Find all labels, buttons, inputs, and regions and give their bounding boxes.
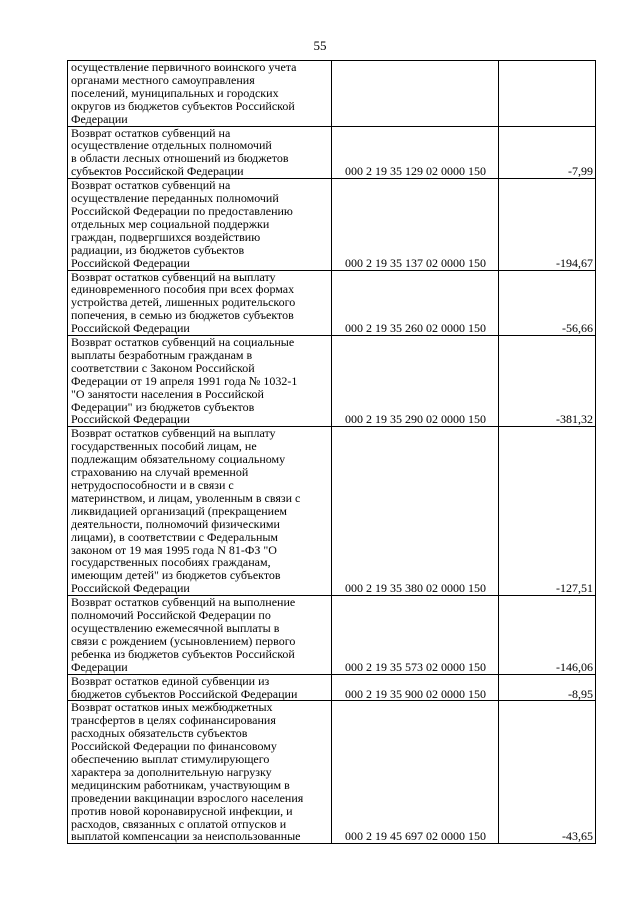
- description-line: округов из бюджетов субъектов Российской: [71, 98, 295, 113]
- row-description: [68, 427, 332, 596]
- budget-code: 000 2 19 45 697 02 0000 150: [332, 701, 499, 844]
- description-line: поселений, муниципальных и городских: [71, 85, 279, 100]
- amount: -194,67: [499, 179, 596, 270]
- description-line: осуществление отдельных полномочий: [71, 138, 272, 153]
- description-line: Российской Федерации по предоставлению: [71, 203, 293, 218]
- budget-code: 000 2 19 35 290 02 0000 150: [332, 336, 499, 427]
- budget-code: 000 2 19 35 573 02 0000 150: [332, 596, 499, 674]
- amount: -381,32: [499, 336, 596, 427]
- description-line: бюджетов субъектов Российской Федерации: [71, 686, 298, 701]
- row-description: [68, 179, 332, 270]
- amount: [499, 61, 596, 127]
- page-number: 55: [313, 38, 327, 53]
- description-line: характера за дополнительную нагрузку: [71, 764, 272, 779]
- amount: -146,06: [499, 596, 596, 674]
- description-line: Федерации от 19 апреля 1991 года № 1032-1: [71, 373, 298, 388]
- description-line: Российской Федерации по финансовому: [71, 739, 277, 754]
- budget-code: 000 2 19 35 137 02 0000 150: [332, 179, 499, 270]
- description-line: Российской Федерации: [71, 581, 190, 596]
- description-line: Российской Федерации: [71, 321, 190, 336]
- description-line: субъектов Российской Федерации: [71, 164, 244, 179]
- table-row: [68, 179, 596, 270]
- description-line: попечения, в семью из бюджетов субъектов: [71, 308, 294, 323]
- description-line: органами местного самоуправления: [71, 72, 255, 87]
- amount: -7,99: [499, 126, 596, 179]
- description-line: медицинским работникам, участвующим в: [71, 777, 290, 792]
- description-line: Возврат остатков субвенций на социальные: [71, 335, 295, 350]
- description-line: выплаты безработным гражданам в: [71, 347, 253, 362]
- description-line: расходных обязательств субъектов: [71, 726, 248, 741]
- description-line: страхованию на случай временной: [71, 465, 249, 480]
- description-line: "О занятости населения в Российской: [71, 386, 264, 401]
- description-line: Возврат остатков субвенций на: [71, 125, 231, 140]
- table-row: [68, 270, 596, 336]
- budget-table-body: [68, 61, 596, 844]
- description-line: соответствии с Законом Российской: [71, 360, 255, 375]
- description-line: обеспечению выплат стимулирующего: [71, 752, 270, 767]
- description-line: ребенка из бюджетов субъектов Российской: [71, 646, 295, 661]
- description-line: Возврат остатков субвенций на выплату: [71, 269, 276, 284]
- description-line: нетрудоспособности и в связи с: [71, 478, 234, 492]
- amount: -127,51: [499, 427, 596, 596]
- table-row: [68, 674, 596, 701]
- table-row: [68, 61, 596, 127]
- amount: -43,65: [499, 701, 596, 844]
- description-line: Федерации: [71, 111, 128, 126]
- budget-table: [67, 60, 596, 844]
- description-line: имеющим детей" из бюджетов субъектов: [71, 568, 281, 583]
- description-line: трансфертов в целях софинансирования: [71, 713, 276, 728]
- description-line: проведении вакцинации взрослого населения: [71, 790, 304, 805]
- table-row: [68, 126, 596, 179]
- description-line: Российской Федерации: [71, 412, 190, 427]
- description-line: подлежащим обязательному социальному: [71, 452, 286, 467]
- budget-code: 000 2 19 35 380 02 0000 150: [332, 427, 499, 596]
- description-line: осуществлению ежемесячной выплаты в: [71, 620, 280, 635]
- amount: -8,95: [499, 674, 596, 701]
- description-line: Федерации" из бюджетов субъектов: [71, 399, 255, 414]
- description-line: лицами), в соответствии с Федеральным: [71, 529, 279, 544]
- row-description: [68, 126, 332, 179]
- budget-code: [332, 61, 499, 127]
- description-line: связи с рождением (усыновлением) первого: [71, 633, 296, 648]
- description-line: Федерации: [71, 659, 128, 674]
- budget-code: 000 2 19 35 260 02 0000 150: [332, 270, 499, 336]
- description-line: материнством, и лицам, уволенным в связи с: [71, 490, 301, 505]
- amount: -56,66: [499, 270, 596, 336]
- description-line: ликвидацией организаций (прекращением: [71, 503, 288, 518]
- description-line: Возврат остатков единой субвенции из: [71, 673, 270, 688]
- row-description: [68, 596, 332, 674]
- description-line: законом от 19 мая 1995 года N 81-ФЗ "О: [71, 542, 277, 557]
- description-line: государственных пособиях гражданам,: [71, 555, 271, 570]
- description-line: единовременного пособия при всех формах: [71, 282, 295, 297]
- table-row: [68, 596, 596, 674]
- description-line: осуществление переданных полномочий: [71, 191, 279, 206]
- description-line: Возврат остатков субвенций на выплату: [71, 426, 276, 441]
- description-line: в области лесных отношений из бюджетов: [71, 151, 289, 166]
- description-line: граждан, подвергшихся воздействию: [71, 229, 261, 244]
- description-line: отдельных мер социальной поддержки: [71, 216, 270, 231]
- row-description: [68, 61, 332, 127]
- description-line: Возврат остатков субвенций на: [71, 178, 231, 193]
- row-description: [68, 674, 332, 701]
- description-line: расходов, связанных с оплатой отпусков и: [71, 816, 287, 831]
- description-line: Российской Федерации: [71, 255, 190, 270]
- description-line: полномочий Российской Федерации по: [71, 608, 271, 623]
- table-row: [68, 701, 596, 844]
- row-description: [68, 701, 332, 844]
- description-line: государственных пособий лицам, не: [71, 439, 257, 454]
- row-description: [68, 270, 332, 336]
- table-row: [68, 336, 596, 427]
- table-row: [68, 427, 596, 596]
- budget-code: 000 2 19 35 900 02 0000 150: [332, 674, 499, 701]
- budget-code: 000 2 19 35 129 02 0000 150: [332, 126, 499, 179]
- description-line: Возврат остатков иных межбюджетных: [71, 700, 273, 715]
- description-line: Возврат остатков субвенций на выполнение: [71, 595, 296, 610]
- description-line: деятельности, полномочий физическими: [71, 516, 280, 531]
- description-line: осуществление первичного воинского учета: [71, 60, 297, 74]
- description-line: против новой коронавирусной инфекции, и: [71, 803, 293, 818]
- description-line: выплатой компенсации за неиспользованные: [71, 829, 301, 844]
- description-line: радиации, из бюджетов субъектов: [71, 242, 245, 257]
- description-line: устройства детей, лишенных родительского: [71, 295, 296, 310]
- row-description: [68, 336, 332, 427]
